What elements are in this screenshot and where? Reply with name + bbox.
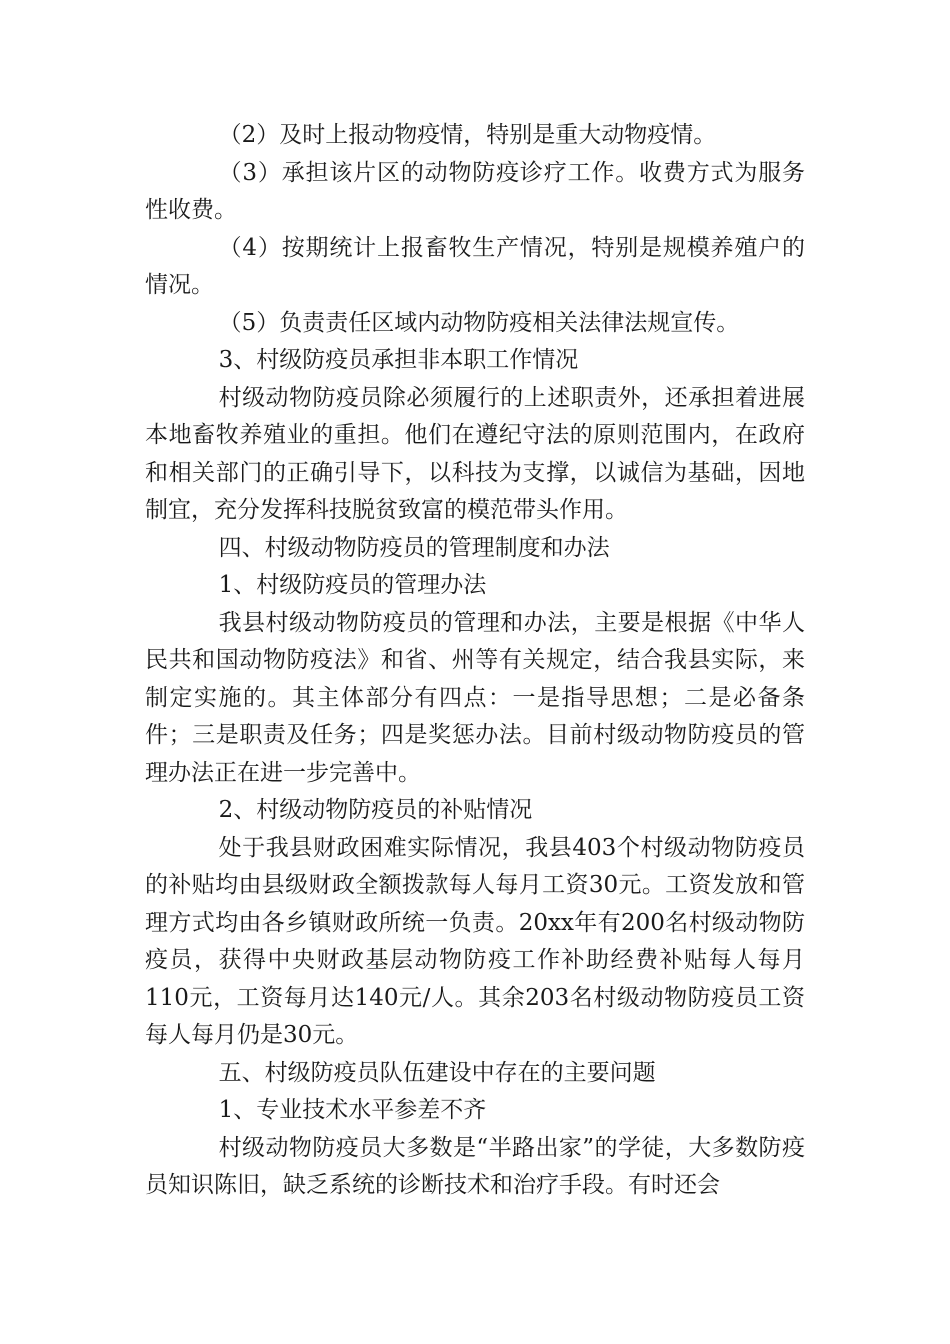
document-body bbox=[145, 117, 805, 1205]
paragraph-item-5: （5）负责责任区域内动物防疫相关法律法规宣传。 bbox=[218, 309, 740, 336]
paragraph-skill-level: 村级动物防疫员大多数是“半路出家”的学徒，大多数防疫员知识陈旧，缺乏系统的诊断技术和治疗手段。有时还会 bbox=[145, 1134, 805, 1198]
section-heading-problems: 五、村级防疫员队伍建设中存在的主要问题 bbox=[218, 1059, 656, 1086]
paragraph-item-2: （2）及时上报动物疫情，特别是重大动物疫情。 bbox=[218, 122, 717, 148]
subheading-management-method: 1、村级防疫员的管理办法 bbox=[218, 572, 487, 598]
subheading-noncore-duties: 3、村级防疫员承担非本职工作情况 bbox=[218, 347, 579, 373]
paragraph-subsidy: 处于我县财政困难实际情况，我县403个村级动物防疫员的补贴均由县级财政全额拨款每人每月工资30元。工资发放和管理方式均由各乡镇财政所统一负责。20xx年有200名村级动物防疫员，获得中央财政基层动物防疫工作补助经费补贴每人每月110元，工资每月达140元/人。其余203名村级动物防疫员工资每人每月仍是30元。 bbox=[145, 834, 805, 1048]
paragraph-management-method: 我县村级动物防疫员的管理和办法，主要是根据《中华人民共和国动物防疫法》和省、州等有关规定，结合我县实际，来制定实施的。其主体部分有四点：一是指导思想；二是必备条件；三是职责及任务；四是奖惩办法。目前村级动物防疫员的管理办法正在进一步完善中。 bbox=[145, 609, 805, 786]
subheading-skill-level: 1、专业技术水平参差不齐 bbox=[218, 1097, 487, 1123]
paragraph-item-3: （3）承担该片区的动物防疫诊疗工作。收费方式为服务性收费。 bbox=[145, 159, 805, 223]
subheading-subsidy: 2、村级动物防疫员的补贴情况 bbox=[218, 797, 533, 823]
paragraph-noncore-duties: 村级动物防疫员除必须履行的上述职责外，还承担着进展本地畜牧养殖业的重担。他们在遵纪守法的原则范围内，在政府和相关部门的正确引导下，以科技为支撑，以诚信为基础，因地制宜，充分发挥科技脱贫致富的模范带头作用。 bbox=[145, 384, 805, 523]
section-heading-management: 四、村级动物防疫员的管理制度和办法 bbox=[218, 534, 610, 561]
paragraph-item-4: （4）按期统计上报畜牧生产情况，特别是规模养殖户的情况。 bbox=[145, 234, 805, 298]
